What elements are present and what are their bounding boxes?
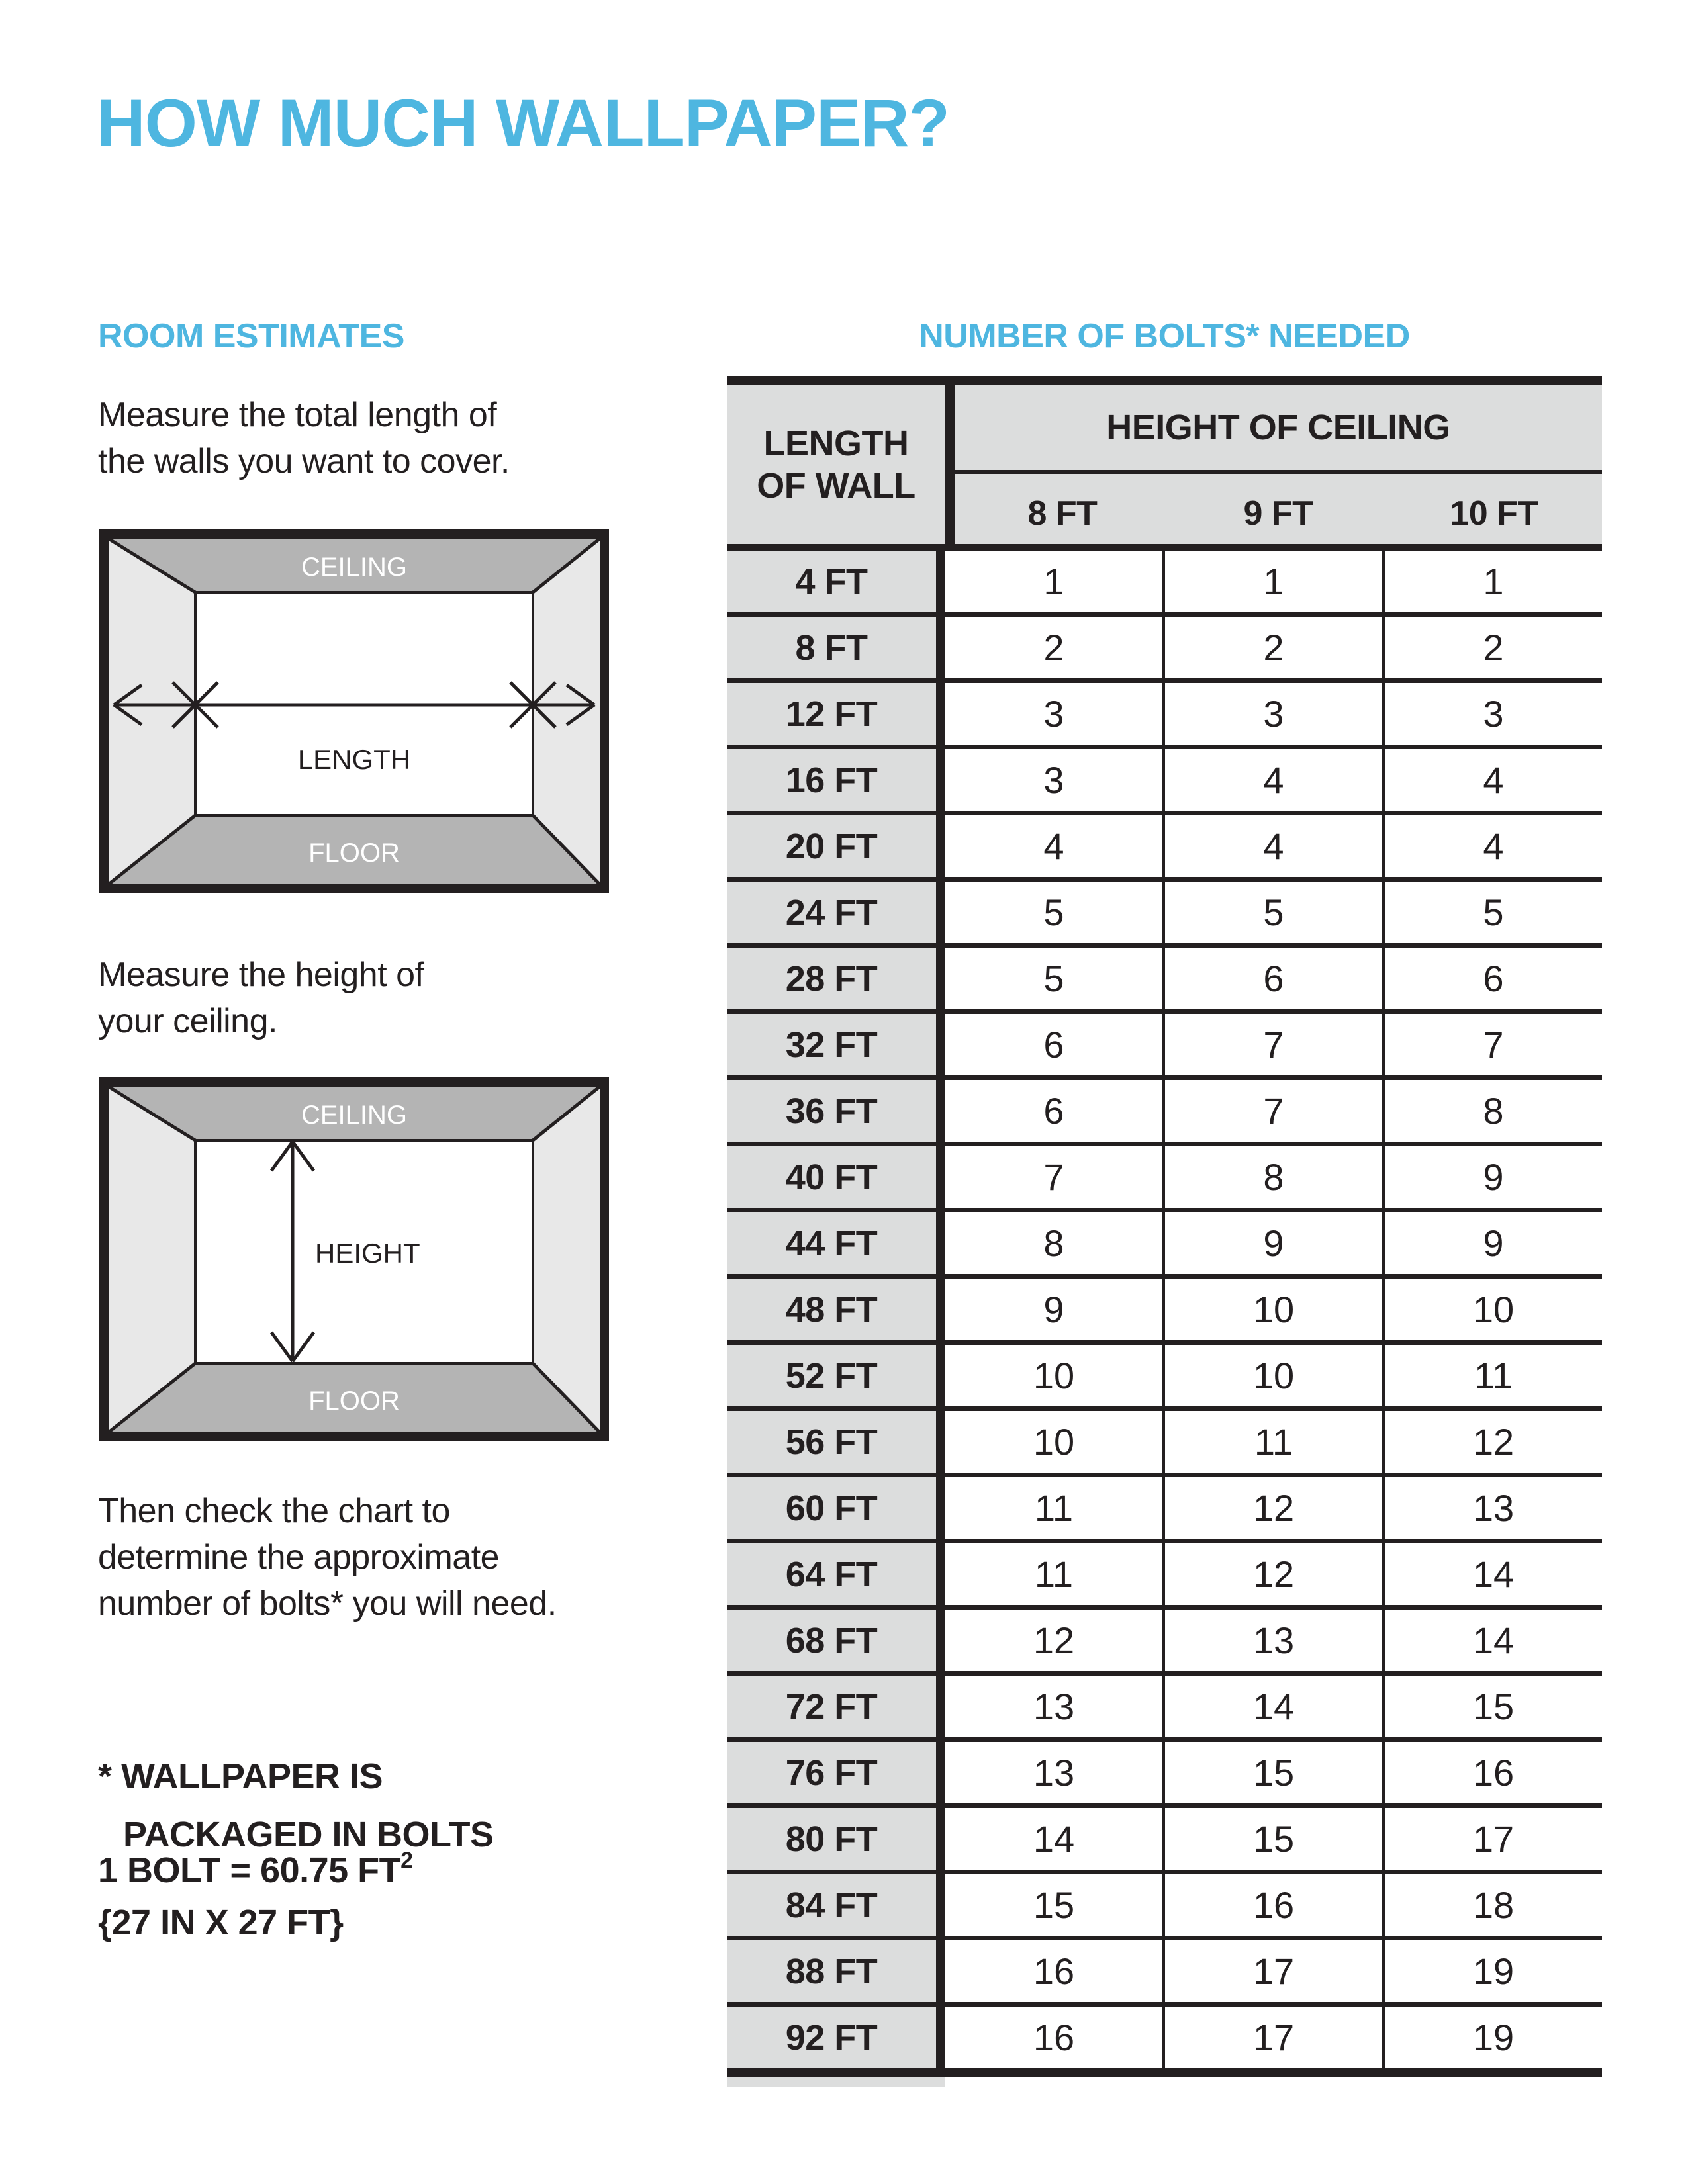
bolts-count-cell: 15 (1162, 1742, 1385, 1803)
ceiling-height-column-header: 10 FT (1450, 494, 1538, 533)
bolts-count-cell: 5 (945, 948, 1162, 1009)
bolts-count-cell: 6 (945, 1014, 1162, 1075)
bolt-size-info (98, 1846, 413, 1946)
bolts-count-cell: 13 (1162, 1610, 1385, 1671)
step1-line1: Measure the total length of (98, 396, 497, 434)
table-row (727, 1477, 1602, 1543)
table-body (727, 551, 1602, 2068)
length-of-wall-header (727, 385, 955, 544)
wall-length-cell: 84 FT (727, 1874, 945, 1936)
bolts-count-cell: 6 (1385, 948, 1602, 1009)
room-height-diagram-svg (99, 1077, 609, 1441)
bolts-count-cell: 15 (945, 1874, 1162, 1936)
step2-line2: your ceiling. (98, 1002, 277, 1040)
wall-length-cell: 64 FT (727, 1543, 945, 1605)
ceiling-height-column-group (955, 385, 1602, 544)
bolt-equation-superscript: 2 (400, 1848, 413, 1873)
row-header-line1: LENGTH (763, 424, 909, 463)
bolts-count-cell: 16 (945, 2007, 1162, 2068)
bolts-count-cell: 12 (1162, 1543, 1385, 1605)
table-row (727, 1742, 1602, 1808)
wall-length-cell: 12 FT (727, 683, 945, 745)
height-label: HEIGHT (315, 1238, 420, 1269)
table-row (727, 882, 1602, 948)
wall-length-cell: 60 FT (727, 1477, 945, 1539)
bolts-count-cell: 13 (1385, 1477, 1602, 1539)
bolts-count-cell: 10 (1385, 1279, 1602, 1340)
step2-text (98, 952, 424, 1044)
table-row (727, 1014, 1602, 1080)
step1-text (98, 392, 510, 484)
bolts-count-cell: 10 (1162, 1279, 1385, 1340)
bolts-count-cell: 10 (945, 1411, 1162, 1473)
wall-length-cell: 44 FT (727, 1212, 945, 1274)
table-row (727, 1874, 1602, 1940)
table-row (727, 1080, 1602, 1146)
ceiling-label: CEILING (301, 553, 408, 582)
table-row (727, 1279, 1602, 1345)
table-row (727, 551, 1602, 617)
bolts-count-cell: 4 (945, 815, 1162, 877)
room-length-diagram (99, 529, 609, 893)
table-row (727, 1940, 1602, 2007)
wall-length-cell: 36 FT (727, 1080, 945, 1142)
bolts-count-cell: 3 (1162, 683, 1385, 745)
table-row (727, 1345, 1602, 1411)
wall-length-cell: 80 FT (727, 1808, 945, 1870)
bolts-count-cell: 16 (1162, 1874, 1385, 1936)
bolt-equation-main: 1 BOLT = 60.75 FT (98, 1850, 401, 1890)
bolts-count-cell: 19 (1385, 2007, 1602, 2068)
step2-line1: Measure the height of (98, 956, 424, 994)
table-row (727, 1411, 1602, 1477)
bolts-count-cell: 7 (1162, 1080, 1385, 1142)
bolts-count-cell: 19 (1385, 1940, 1602, 2002)
ceiling-height-column-header: 9 FT (1243, 494, 1313, 533)
bolts-count-cell: 17 (1162, 1940, 1385, 2002)
bolts-count-cell: 15 (1385, 1676, 1602, 1737)
bolts-count-cell: 4 (1162, 749, 1385, 811)
bolts-count-cell: 3 (945, 749, 1162, 811)
table-row (727, 683, 1602, 749)
bolts-count-cell: 14 (1385, 1543, 1602, 1605)
wall-length-cell: 32 FT (727, 1014, 945, 1075)
bolts-count-cell: 14 (1162, 1676, 1385, 1737)
bolts-count-cell: 8 (1385, 1080, 1602, 1142)
step3-line3: number of bolts* you will need. (98, 1584, 557, 1623)
bolts-table (727, 376, 1602, 2087)
bolt-equation (98, 1850, 413, 1890)
floor-label: FLOOR (308, 839, 400, 868)
step1-line2: the walls you want to cover. (98, 442, 510, 480)
ceiling-height-subheaders (955, 474, 1602, 544)
step3-line2: determine the approximate (98, 1538, 500, 1576)
bolts-count-cell: 17 (1162, 2007, 1385, 2068)
table-row (727, 1146, 1602, 1212)
bolts-count-cell: 3 (945, 683, 1162, 745)
bolts-count-cell: 7 (1385, 1014, 1602, 1075)
bolts-count-cell: 4 (1385, 815, 1602, 877)
wall-length-cell: 56 FT (727, 1411, 945, 1473)
table-row (727, 617, 1602, 683)
bolts-count-cell: 14 (1385, 1610, 1602, 1671)
bolts-count-cell: 6 (1162, 948, 1385, 1009)
ceiling-label: CEILING (301, 1101, 408, 1130)
bolts-count-cell: 7 (1162, 1014, 1385, 1075)
table-row (727, 815, 1602, 882)
bolts-count-cell: 9 (1385, 1212, 1602, 1274)
room-estimates-heading: ROOM ESTIMATES (98, 317, 404, 355)
wall-length-cell: 52 FT (727, 1345, 945, 1406)
wall-length-cell: 20 FT (727, 815, 945, 877)
table-row (727, 749, 1602, 815)
bolts-count-cell: 8 (945, 1212, 1162, 1274)
bolts-count-cell: 16 (945, 1940, 1162, 2002)
bolts-table-heading: NUMBER OF BOLTS* NEEDED (919, 317, 1410, 355)
bolts-count-cell: 15 (1162, 1808, 1385, 1870)
bolts-count-cell: 18 (1385, 1874, 1602, 1936)
step3-text (98, 1488, 557, 1627)
bolts-count-cell: 11 (945, 1543, 1162, 1605)
bolts-count-cell: 11 (1162, 1411, 1385, 1473)
bolts-count-cell: 8 (1162, 1146, 1385, 1208)
bolts-count-cell: 1 (945, 551, 1162, 612)
wall-length-cell: 16 FT (727, 749, 945, 811)
footnote-line1: * WALLPAPER IS (98, 1756, 383, 1796)
wall-length-cell: 68 FT (727, 1610, 945, 1671)
bolts-count-cell: 1 (1385, 551, 1602, 612)
wall-length-cell: 72 FT (727, 1676, 945, 1737)
room-length-diagram-svg (99, 529, 609, 893)
table-corner-stub (727, 2077, 945, 2087)
bolts-count-cell: 16 (1385, 1742, 1602, 1803)
bolts-count-cell: 1 (1162, 551, 1385, 612)
wall-length-cell: 28 FT (727, 948, 945, 1009)
bolts-count-cell: 17 (1385, 1808, 1602, 1870)
table-row (727, 1610, 1602, 1676)
ceiling-height-column-header: 8 FT (1027, 494, 1098, 533)
floor-label: FLOOR (308, 1387, 400, 1416)
length-label: LENGTH (297, 744, 411, 775)
bolts-count-cell: 9 (1162, 1212, 1385, 1274)
bolts-count-cell: 14 (945, 1808, 1162, 1870)
bolts-count-cell: 13 (945, 1742, 1162, 1803)
room-height-diagram (99, 1077, 609, 1441)
table-row (727, 1808, 1602, 1874)
bolts-count-cell: 4 (1385, 749, 1602, 811)
bolts-count-cell: 6 (945, 1080, 1162, 1142)
footnote-line2: PACKAGED IN BOLTS (123, 1815, 494, 1854)
table-row (727, 1676, 1602, 1742)
wall-length-cell: 24 FT (727, 882, 945, 943)
wall-length-cell: 40 FT (727, 1146, 945, 1208)
wall-length-cell: 8 FT (727, 617, 945, 678)
table-row (727, 948, 1602, 1014)
height-of-ceiling-header: HEIGHT OF CEILING (955, 385, 1602, 474)
bolts-count-cell: 9 (945, 1279, 1162, 1340)
wall-length-cell: 4 FT (727, 551, 945, 612)
bolts-count-cell: 10 (1162, 1345, 1385, 1406)
bolts-count-cell: 10 (945, 1345, 1162, 1406)
table-bottom-bar (727, 2068, 1602, 2077)
bolts-count-cell: 12 (945, 1610, 1162, 1671)
bolts-count-cell: 4 (1162, 815, 1385, 877)
table-header (727, 385, 1602, 551)
table-top-bar (727, 376, 1602, 385)
bolts-count-cell: 7 (945, 1146, 1162, 1208)
wall-length-cell: 76 FT (727, 1742, 945, 1803)
bolts-count-cell: 11 (1385, 1345, 1602, 1406)
page-title: HOW MUCH WALLPAPER? (97, 85, 949, 161)
bolts-count-cell: 12 (1162, 1477, 1385, 1539)
wall-length-cell: 48 FT (727, 1279, 945, 1340)
bolts-count-cell: 2 (1162, 617, 1385, 678)
bolt-dimensions: {27 IN X 27 FT} (98, 1903, 344, 1942)
step3-line1: Then check the chart to (98, 1492, 450, 1530)
bolts-count-cell: 11 (945, 1477, 1162, 1539)
bolts-count-cell: 9 (1385, 1146, 1602, 1208)
wall-length-cell: 88 FT (727, 1940, 945, 2002)
bolts-count-cell: 5 (1385, 882, 1602, 943)
bolts-count-cell: 2 (1385, 617, 1602, 678)
table-row (727, 1212, 1602, 1279)
bolts-count-cell: 5 (945, 882, 1162, 943)
table-row (727, 2007, 1602, 2068)
bolts-count-cell: 2 (945, 617, 1162, 678)
bolts-count-cell: 5 (1162, 882, 1385, 943)
table-row (727, 1543, 1602, 1610)
wall-length-cell: 92 FT (727, 2007, 945, 2068)
row-header-line2: OF WALL (757, 466, 915, 506)
bolts-count-cell: 12 (1385, 1411, 1602, 1473)
bolts-count-cell: 3 (1385, 683, 1602, 745)
bolts-count-cell: 13 (945, 1676, 1162, 1737)
